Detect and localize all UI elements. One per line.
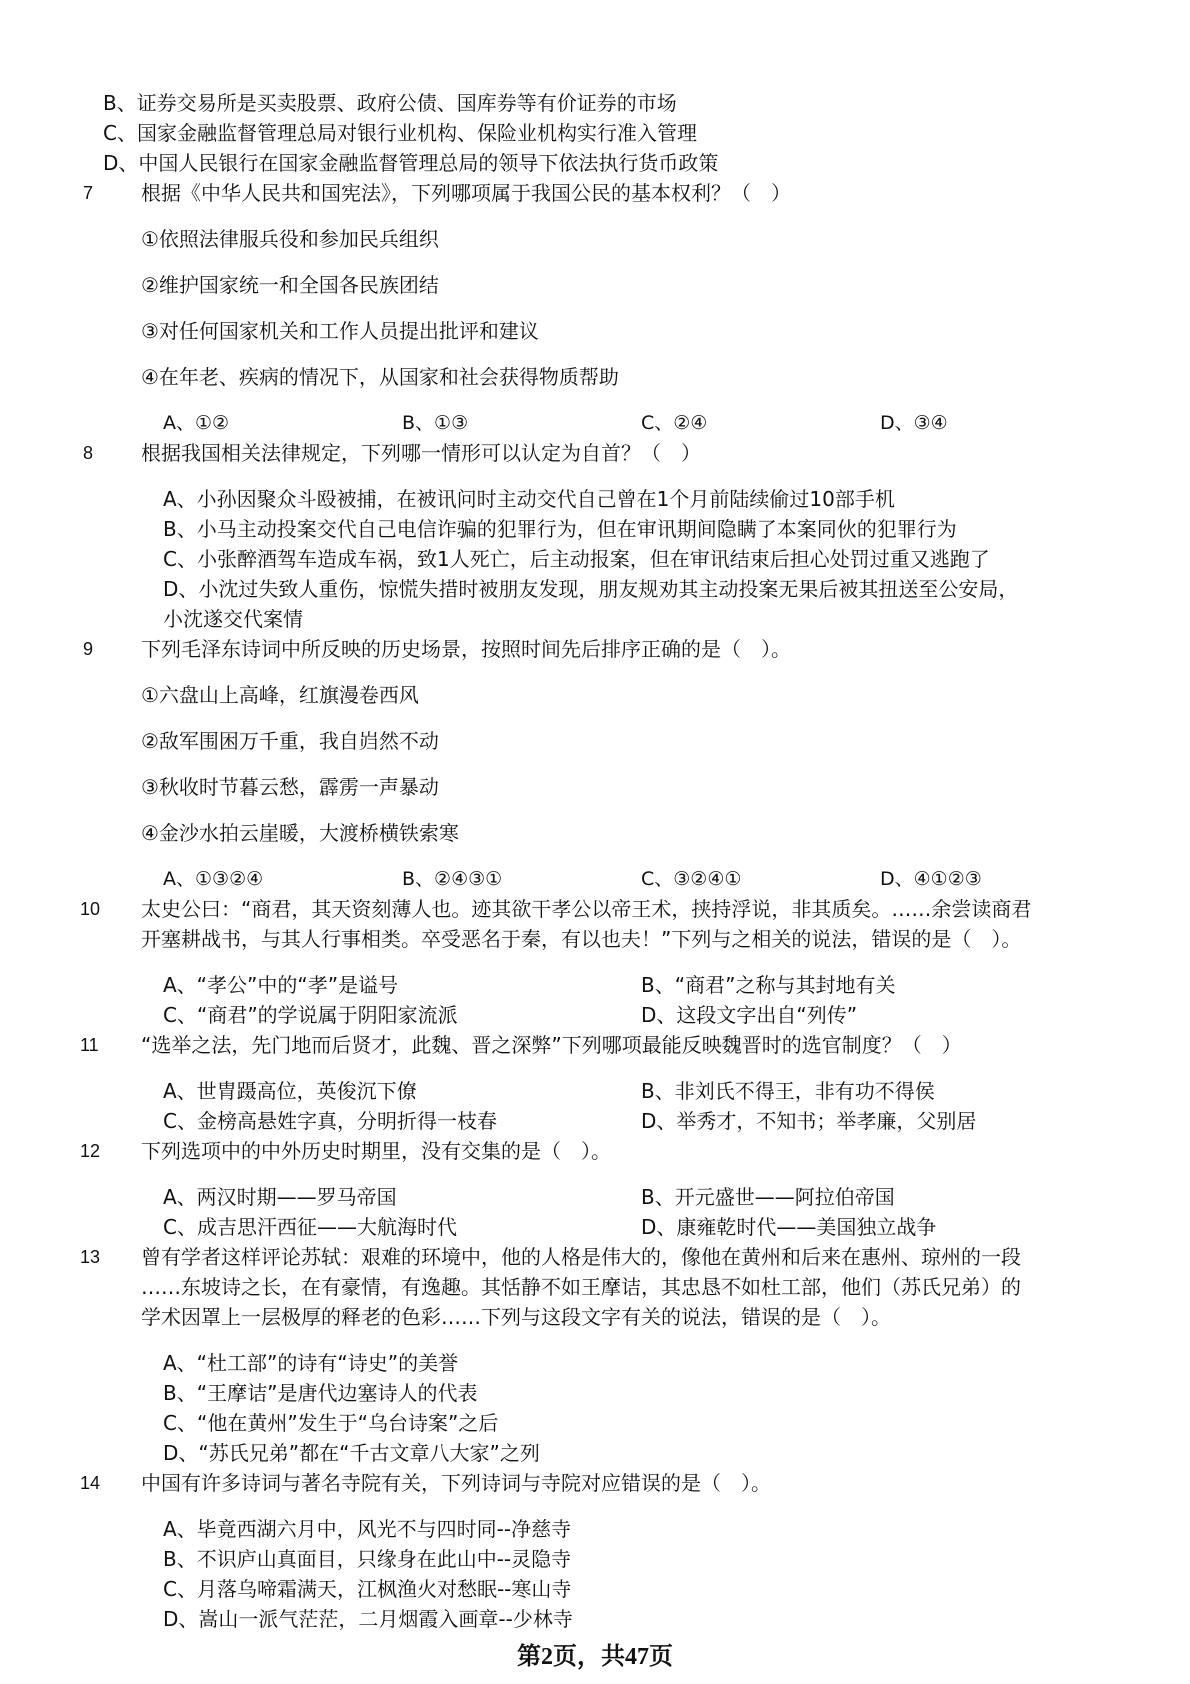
answer-option: A、两汉时期——罗马帝国	[163, 1185, 397, 1209]
q6-option-d: D、中国人民银行在国家金融监督管理总局的领导下依法执行货币政策	[103, 151, 719, 175]
answer-option: C、金榜高悬姓字真，分明折得一枝春	[163, 1109, 497, 1133]
answer-option: B、“王摩诘”是唐代边塞诗人的代表	[163, 1381, 478, 1405]
page-footer: 第2页，共47页	[517, 1644, 673, 1670]
answer-option: B、不识庐山真面目，只缘身在此山中--灵隐寺	[163, 1547, 572, 1571]
question-stem: 根据我国相关法律规定，下列哪一情形可以认定为自首？（ ）	[141, 441, 701, 465]
question-number: 11	[80, 1035, 99, 1055]
q6-option-b: B、证券交易所是买卖股票、政府公债、国库券等有价证券的市场	[103, 91, 677, 115]
question-number: 7	[83, 183, 94, 203]
answer-option: D、康雍乾时代——美国独立战争	[641, 1215, 937, 1239]
question-stem: 下列毛泽东诗词中所反映的历史场景，按照时间先后排序正确的是（ ）。	[141, 637, 791, 661]
answer-option: D、举秀才，不知书；举孝廉，父别居	[641, 1109, 977, 1133]
answer-option: C、③②④①	[641, 868, 742, 890]
answer-option: B、非刘氏不得王，非有功不得侯	[641, 1079, 935, 1103]
question-number: 10	[80, 899, 101, 919]
answer-option: A、①③②④	[163, 868, 264, 890]
answer-option: B、②④③①	[402, 868, 503, 890]
statement-item: ②维护国家统一和全国各民族团结	[141, 273, 439, 297]
answer-option: C、月落乌啼霜满天，江枫渔火对愁眠--寒山寺	[163, 1577, 572, 1601]
statement-item: ①依照法律服兵役和参加民兵组织	[141, 227, 439, 251]
question-number: 14	[80, 1473, 101, 1493]
question-number: 13	[80, 1247, 101, 1267]
answer-option-continuation: 小沈遂交代案情	[163, 607, 303, 631]
answer-option: A、“孝公”中的“孝”是谥号	[163, 973, 399, 997]
q6-option-c: C、国家金融监督管理总局对银行业机构、保险业机构实行准入管理	[103, 121, 697, 145]
answer-option: C、小张醉酒驾车造成车祸，致1人死亡，后主动报案，但在审讯结束后担心处罚过重又逃跑了	[163, 547, 990, 571]
question-stem: ……东坡诗之长，在有豪情，有逸趣。其恬静不如王摩诘，其忠恳不如杜工部，他们（苏氏兄弟）的	[141, 1275, 1021, 1299]
statement-item: ②敌军围困万千重，我自岿然不动	[141, 729, 439, 753]
statement-item: ①六盘山上高峰，红旗漫卷西风	[141, 683, 419, 707]
answer-option: D、“苏氏兄弟”都在“千古文章八大家”之列	[163, 1441, 540, 1465]
question-number: 12	[80, 1141, 101, 1161]
answer-option: B、小马主动投案交代自己电信诈骗的犯罪行为，但在审讯期间隐瞒了本案同伙的犯罪行为	[163, 517, 957, 541]
answer-option: D、嵩山一派气茫茫，二月烟霞入画章--少林寺	[163, 1607, 573, 1631]
answer-option: A、小孙因聚众斗殴被捕，在被讯问时主动交代自己曾在1个月前陆续偷过10部手机	[163, 487, 895, 511]
question-stem: 中国有许多诗词与著名寺院有关，下列诗词与寺院对应错误的是（ ）。	[141, 1471, 771, 1495]
statement-item: ④金沙水拍云崖暖，大渡桥横铁索寒	[141, 821, 459, 845]
question-number: 9	[83, 639, 94, 659]
answer-option: C、“商君”的学说属于阴阳家流派	[163, 1003, 458, 1027]
answer-option: D、③④	[880, 412, 948, 434]
question-stem: 根据《中华人民共和国宪法》，下列哪项属于我国公民的基本权利？（ ）	[141, 181, 791, 205]
answer-option: B、①③	[402, 412, 469, 434]
answer-option: B、“商君”之称与其封地有关	[641, 973, 896, 997]
question-stem: 曾有学者这样评论苏轼：艰难的环境中，他的人格是伟大的，像他在黄州和后来在惠州、琼州的一段	[141, 1245, 1021, 1269]
question-number: 8	[83, 443, 94, 463]
answer-option: A、世胄蹑高位，英俊沉下僚	[163, 1079, 417, 1103]
answer-option: D、④①②③	[880, 868, 982, 890]
statement-item: ④在年老、疾病的情况下，从国家和社会获得物质帮助	[141, 365, 619, 389]
answer-option: A、“杜工部”的诗有“诗史”的美誉	[163, 1351, 459, 1375]
answer-option: C、②④	[641, 412, 708, 434]
answer-option: D、这段文字出自“列传”	[641, 1003, 858, 1027]
answer-option: C、成吉思汗西征——大航海时代	[163, 1215, 457, 1239]
answer-option: D、小沈过失致人重伤，惊慌失措时被朋友发现，朋友规劝其主动投案无果后被其扭送至公安局，	[163, 577, 1019, 601]
question-stem: 下列选项中的中外历史时期里，没有交集的是（ ）。	[141, 1139, 611, 1163]
question-stem: “选举之法，先门地而后贤才，此魏、晋之深弊”下列哪项最能反映魏晋时的选官制度？（ ）	[141, 1033, 962, 1057]
statement-item: ③对任何国家机关和工作人员提出批评和建议	[141, 319, 539, 343]
question-stem: 学术因罩上一层极厚的释老的色彩……下列与这段文字有关的说法，错误的是（ ）。	[141, 1305, 891, 1329]
statement-item: ③秋收时节暮云愁，霹雳一声暴动	[141, 775, 439, 799]
answer-option: C、“他在黄州”发生于“乌台诗案”之后	[163, 1411, 499, 1435]
answer-option: A、毕竟西湖六月中，风光不与四时同--净慈寺	[163, 1517, 572, 1541]
question-stem: 太史公曰：“商君，其天资刻薄人也。迹其欲干孝公以帝王术，挟持浮说，非其质矣。……余尝读商君	[141, 897, 1032, 921]
answer-option: A、①②	[163, 412, 230, 434]
answer-option: B、开元盛世——阿拉伯帝国	[641, 1185, 895, 1209]
question-stem: 开塞耕战书，与其人行事相类。卒受恶名于秦，有以也夫！”下列与之相关的说法，错误的是（ ）。	[141, 927, 1022, 951]
